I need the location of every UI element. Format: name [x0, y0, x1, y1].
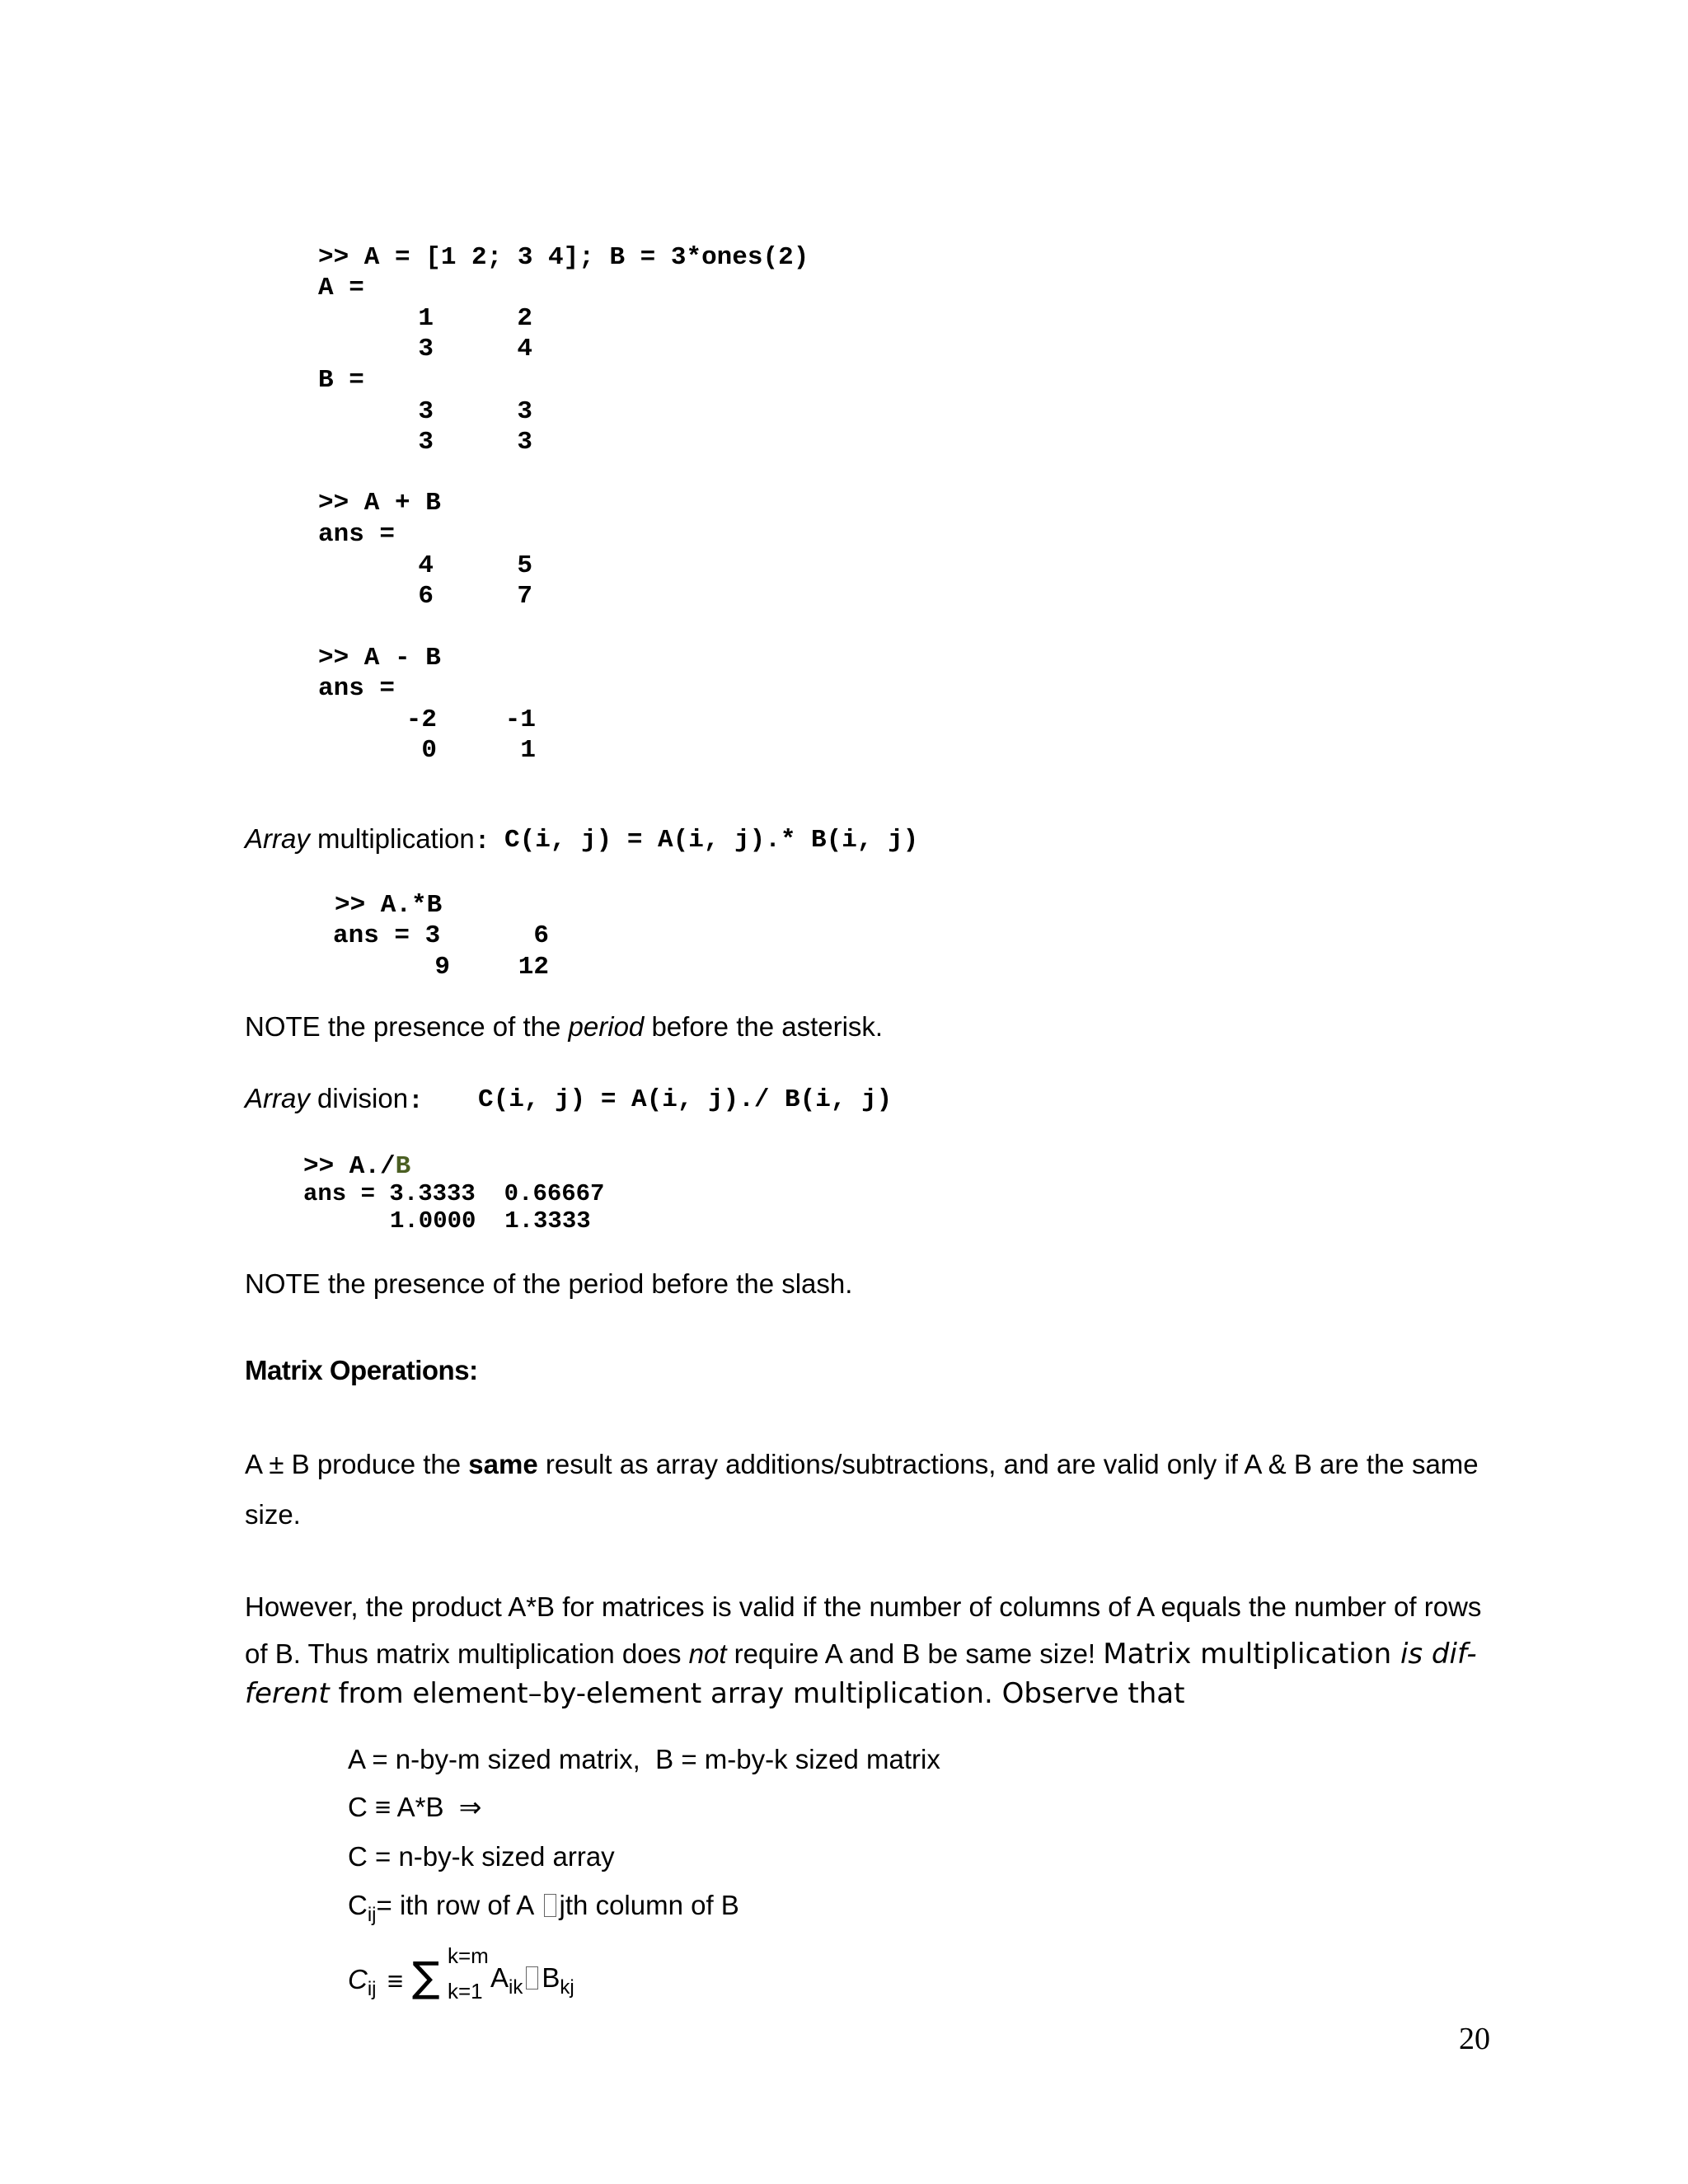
para-text: require A and B be same size!: [726, 1638, 1104, 1669]
matrix-cell: -1: [504, 705, 536, 734]
array-italic: Array: [245, 823, 310, 854]
para2-line1: However, the product A*B for matrices is valid if the number of columns of A equals the number of rows: [245, 1591, 1482, 1622]
code-text-green: B: [395, 1152, 411, 1181]
para-italic: not: [688, 1638, 727, 1669]
note-italic: period: [568, 1011, 645, 1042]
matrix-cell: 0: [421, 736, 437, 765]
code-text: >> A./: [303, 1152, 396, 1181]
code-line-assign: >> A = [1 2; 3 4]; B = 3*ones(2): [318, 243, 809, 272]
missing-glyph-icon: [526, 1966, 538, 1990]
def-line4: [348, 1889, 739, 1926]
matrix-cell: 4: [517, 335, 532, 363]
para2-line3: [245, 1677, 1184, 1710]
para-bold: same: [468, 1449, 538, 1479]
matrix-cell: -2: [406, 705, 437, 734]
para-text: Matrix multiplication: [1103, 1638, 1400, 1671]
para-italic: is: [1400, 1638, 1423, 1671]
matrix-cell: 1: [520, 736, 536, 765]
matrix-cell: 9: [434, 953, 450, 982]
matrix-cell: 3: [517, 397, 532, 426]
array-div-heading: [245, 1082, 424, 1117]
ans-label: ans =: [318, 674, 396, 703]
def-line2: C ≡ A*B ⇒: [348, 1792, 482, 1822]
matrix-cell: 3: [418, 335, 434, 363]
para2-line2: [245, 1638, 1477, 1671]
para-italic: dif-: [1423, 1638, 1477, 1671]
array-mult-colon: :: [474, 827, 490, 856]
note-slash: NOTE the presence of the period before the slash.: [245, 1268, 853, 1299]
formula-c: C: [348, 1964, 368, 1994]
array-div-formula: C(i, j) = A(i, j)./ B(i, j): [478, 1085, 893, 1114]
matrix-cell: 6: [533, 921, 549, 950]
ans-label: ans =: [318, 520, 396, 549]
formula-equiv: ≡: [387, 1966, 404, 1996]
array-div-colon: :: [408, 1087, 424, 1116]
matrix-cell: 3: [418, 428, 434, 457]
note-text: before the asterisk.: [644, 1011, 884, 1042]
sum-formula: [348, 1963, 377, 2000]
para-text: result as array additions/subtractions, and are valid only if A & B are the same: [537, 1449, 1479, 1479]
section-heading: Matrix Operations:: [245, 1355, 478, 1385]
code-line-add: >> A + B: [318, 489, 441, 518]
def-line1: A = n-by-m sized matrix, B = m-by-k sized matrix: [348, 1744, 940, 1774]
formula-product: [490, 1961, 574, 1999]
def-line3: C = n-by-k sized array: [348, 1841, 615, 1872]
matrix-cell: 3: [418, 397, 434, 426]
formula-subscript: kj: [560, 1976, 574, 1999]
formula-a: A: [490, 1962, 509, 1993]
ans-label: ans = 3: [333, 921, 441, 950]
para-text: from element–by-element array multiplication. Observe that: [329, 1677, 1185, 1710]
code-line-div: [303, 1151, 410, 1182]
matrix-cell: 4: [418, 551, 434, 580]
para-text: of B. Thus matrix multiplication does: [245, 1638, 689, 1669]
matrix-cell: 12: [518, 953, 549, 982]
para-text: A ± B produce the: [245, 1449, 469, 1479]
formula-sigma: ∑: [412, 1953, 440, 2001]
formula-subscript: ik: [509, 1976, 523, 1999]
def-text: jth column of B: [559, 1890, 739, 1920]
div-result-row1: ans = 3.3333 0.66667: [303, 1180, 605, 1207]
def-subscript: ij: [367, 1904, 377, 1926]
def-text: = ith row of A: [376, 1890, 541, 1920]
array-mult-formula: C(i, j) = A(i, j).* B(i, j): [504, 826, 919, 855]
para1-line2: size.: [245, 1499, 301, 1530]
matrix-b-label: B =: [318, 366, 364, 395]
div-result-row2: 1.0000 1.3333: [390, 1207, 591, 1235]
array-mult-text: multiplication: [309, 823, 475, 854]
formula-upper-limit: k=m: [448, 1943, 489, 1968]
formula-b: B: [542, 1962, 560, 1993]
formula-subscript: ij: [367, 1978, 377, 2000]
array-italic: Array: [245, 1083, 310, 1113]
array-mult-heading: [245, 823, 490, 857]
matrix-cell: 2: [517, 304, 532, 333]
matrix-a-label: A =: [318, 274, 364, 302]
matrix-cell: 7: [517, 582, 532, 611]
code-line-sub: >> A - B: [318, 644, 441, 673]
page-number: 20: [1459, 2022, 1490, 2056]
para1-line1: [245, 1448, 1479, 1481]
array-div-text: division: [309, 1083, 409, 1113]
matrix-cell: 6: [418, 582, 434, 611]
def-text: C: [348, 1890, 368, 1920]
matrix-cell: 3: [517, 428, 532, 457]
note-period: [245, 1010, 883, 1043]
matrix-cell: 5: [517, 551, 532, 580]
formula-lower-limit: k=1: [448, 1979, 483, 2004]
note-text: NOTE the presence of the: [245, 1011, 569, 1042]
para-italic: ferent: [245, 1677, 330, 1710]
code-line-mult: >> A.*B: [335, 891, 443, 920]
missing-glyph-icon: [544, 1894, 556, 1917]
matrix-cell: 1: [418, 304, 434, 333]
